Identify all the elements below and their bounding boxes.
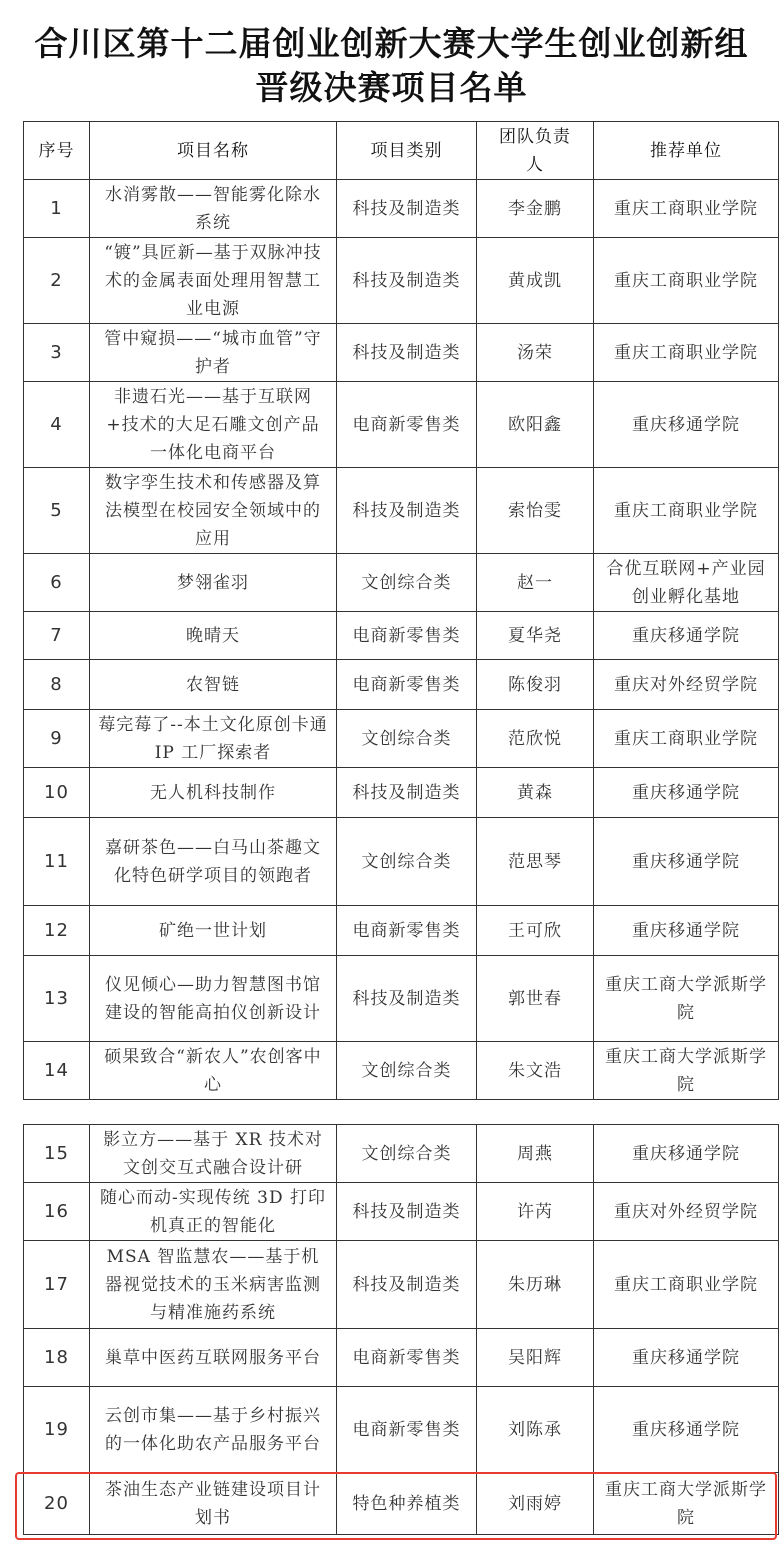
cell-no: 12 [24, 906, 90, 956]
cell-no: 13 [24, 956, 90, 1042]
cell-project-name: 水消雾散——智能雾化除水系统 [90, 180, 337, 238]
cell-category: 科技及制造类 [337, 238, 477, 324]
cell-leader: 刘陈承 [477, 1387, 594, 1473]
cell-project-name: 无人机科技制作 [90, 768, 337, 818]
table-row [24, 324, 779, 382]
cell-project-name: 茶油生态产业链建设项目计划书 [90, 1473, 337, 1535]
cell-leader: 许芮 [477, 1183, 594, 1241]
cell-unit: 重庆工商大学派斯学院 [594, 1473, 779, 1535]
cell-category: 科技及制造类 [337, 1241, 477, 1329]
cell-leader: 刘雨婷 [477, 1473, 594, 1535]
table-row [24, 382, 779, 468]
table-row [24, 1387, 779, 1473]
cell-leader: 赵一 [477, 554, 594, 612]
cell-leader: 黄森 [477, 768, 594, 818]
cell-no: 5 [24, 468, 90, 554]
cell-leader: 李金鹏 [477, 180, 594, 238]
table-row [24, 468, 779, 554]
cell-no: 19 [24, 1387, 90, 1473]
cell-category: 电商新零售类 [337, 906, 477, 956]
cell-category: 科技及制造类 [337, 324, 477, 382]
cell-unit: 重庆移通学院 [594, 1329, 779, 1387]
cell-leader: 朱历琳 [477, 1241, 594, 1329]
table-row [24, 710, 779, 768]
cell-unit: 重庆对外经贸学院 [594, 660, 779, 710]
table-row [24, 180, 779, 238]
cell-unit: 重庆工商职业学院 [594, 710, 779, 768]
title-line-2: 晋级决赛项目名单 [255, 68, 528, 107]
cell-leader: 索怡雯 [477, 468, 594, 554]
cell-unit: 重庆移通学院 [594, 1125, 779, 1183]
cell-category: 科技及制造类 [337, 956, 477, 1042]
cell-no: 8 [24, 660, 90, 710]
cell-no: 9 [24, 710, 90, 768]
table-row [24, 554, 779, 612]
table-row [24, 818, 779, 906]
table-row [24, 768, 779, 818]
cell-unit: 重庆移通学院 [594, 612, 779, 660]
table-row [24, 612, 779, 660]
cell-category: 科技及制造类 [337, 468, 477, 554]
cell-no: 2 [24, 238, 90, 324]
cell-project-name: 管中窥损——“城市血管”守护者 [90, 324, 337, 382]
table-row [24, 956, 779, 1042]
table-header-row [24, 122, 779, 180]
cell-project-name: 嘉研茶色——白马山茶趣文化特色研学项目的领跑者 [90, 818, 337, 906]
header-category: 项目类别 [337, 122, 477, 180]
table-row [24, 1241, 779, 1329]
cell-project-name: 云创市集——基于乡村振兴的一体化助农产品服务平台 [90, 1387, 337, 1473]
table-row [24, 1183, 779, 1241]
cell-no: 4 [24, 382, 90, 468]
cell-unit: 重庆工商职业学院 [594, 238, 779, 324]
cell-no: 11 [24, 818, 90, 906]
table-row [24, 238, 779, 324]
cell-leader: 朱文浩 [477, 1042, 594, 1100]
cell-unit: 重庆工商职业学院 [594, 180, 779, 238]
cell-no: 10 [24, 768, 90, 818]
cell-leader: 吴阳辉 [477, 1329, 594, 1387]
cell-project-name: 非遗石光——基于互联网+技术的大足石雕文创产品一体化电商平台 [90, 382, 337, 468]
cell-category: 特色种养植类 [337, 1473, 477, 1535]
project-table-part-2 [23, 1124, 779, 1535]
cell-leader: 夏华尧 [477, 612, 594, 660]
cell-project-name: 矿绝一世计划 [90, 906, 337, 956]
cell-unit: 重庆工商职业学院 [594, 1241, 779, 1329]
cell-category: 电商新零售类 [337, 1329, 477, 1387]
table-row [24, 1042, 779, 1100]
cell-no: 6 [24, 554, 90, 612]
cell-category: 电商新零售类 [337, 660, 477, 710]
cell-no: 16 [24, 1183, 90, 1241]
cell-leader: 陈俊羽 [477, 660, 594, 710]
cell-leader: 欧阳鑫 [477, 382, 594, 468]
header-name: 项目名称 [90, 122, 337, 180]
cell-unit: 重庆移通学院 [594, 906, 779, 956]
cell-category: 文创综合类 [337, 554, 477, 612]
cell-category: 电商新零售类 [337, 1387, 477, 1473]
cell-project-name: 影立方——基于 XR 技术对文创交互式融合设计研 [90, 1125, 337, 1183]
cell-category: 文创综合类 [337, 710, 477, 768]
cell-project-name: 巢草中医药互联网服务平台 [90, 1329, 337, 1387]
cell-category: 文创综合类 [337, 1125, 477, 1183]
cell-category: 文创综合类 [337, 818, 477, 906]
title-line-1: 合川区第十二届创业创新大赛大学生创业创新组 [34, 24, 749, 63]
cell-project-name: 农智链 [90, 660, 337, 710]
cell-category: 科技及制造类 [337, 1183, 477, 1241]
cell-leader: 王可欣 [477, 906, 594, 956]
cell-leader: 范欣悦 [477, 710, 594, 768]
cell-category: 科技及制造类 [337, 180, 477, 238]
document-title [0, 22, 783, 110]
table-row [24, 1329, 779, 1387]
cell-category: 文创综合类 [337, 1042, 477, 1100]
cell-project-name: 数字孪生技术和传感器及算法模型在校园安全领域中的应用 [90, 468, 337, 554]
cell-leader: 范思琴 [477, 818, 594, 906]
cell-leader: 周燕 [477, 1125, 594, 1183]
header-no: 序号 [24, 122, 90, 180]
cell-unit: 重庆对外经贸学院 [594, 1183, 779, 1241]
cell-unit: 重庆工商职业学院 [594, 468, 779, 554]
cell-project-name: 硕果致合“新农人”农创客中心 [90, 1042, 337, 1100]
cell-project-name: 晚晴天 [90, 612, 337, 660]
cell-unit: 重庆移通学院 [594, 382, 779, 468]
cell-project-name: “镀”具匠新—基于双脉冲技术的金属表面处理用智慧工业电源 [90, 238, 337, 324]
cell-no: 17 [24, 1241, 90, 1329]
table-row [24, 660, 779, 710]
project-table-part-1 [23, 121, 779, 1100]
cell-no: 3 [24, 324, 90, 382]
cell-project-name: 仪见倾心—助力智慧图书馆建设的智能高拍仪创新设计 [90, 956, 337, 1042]
cell-no: 1 [24, 180, 90, 238]
cell-project-name: 莓完莓了--本土文化原创卡通 IP 工厂探索者 [90, 710, 337, 768]
cell-unit: 重庆移通学院 [594, 1387, 779, 1473]
table-row [24, 1473, 779, 1535]
cell-leader: 郭世春 [477, 956, 594, 1042]
cell-no: 14 [24, 1042, 90, 1100]
cell-unit: 重庆工商大学派斯学院 [594, 956, 779, 1042]
cell-category: 电商新零售类 [337, 382, 477, 468]
cell-no: 15 [24, 1125, 90, 1183]
cell-category: 电商新零售类 [337, 612, 477, 660]
cell-no: 18 [24, 1329, 90, 1387]
cell-project-name: 梦翎雀羽 [90, 554, 337, 612]
cell-no: 7 [24, 612, 90, 660]
cell-unit: 重庆工商职业学院 [594, 324, 779, 382]
cell-unit: 重庆工商大学派斯学院 [594, 1042, 779, 1100]
cell-category: 科技及制造类 [337, 768, 477, 818]
cell-project-name: 随心而动-实现传统 3D 打印机真正的智能化 [90, 1183, 337, 1241]
table-row [24, 906, 779, 956]
cell-project-name: MSA 智监慧农——基于机器视觉技术的玉米病害监测与精准施药系统 [90, 1241, 337, 1329]
cell-leader: 黄成凯 [477, 238, 594, 324]
cell-leader: 汤荣 [477, 324, 594, 382]
table-row [24, 1125, 779, 1183]
header-leader: 团队负责人 [477, 122, 594, 180]
cell-unit: 合优互联网+产业园创业孵化基地 [594, 554, 779, 612]
cell-unit: 重庆移通学院 [594, 768, 779, 818]
header-unit: 推荐单位 [594, 122, 779, 180]
cell-no: 20 [24, 1473, 90, 1535]
cell-unit: 重庆移通学院 [594, 818, 779, 906]
